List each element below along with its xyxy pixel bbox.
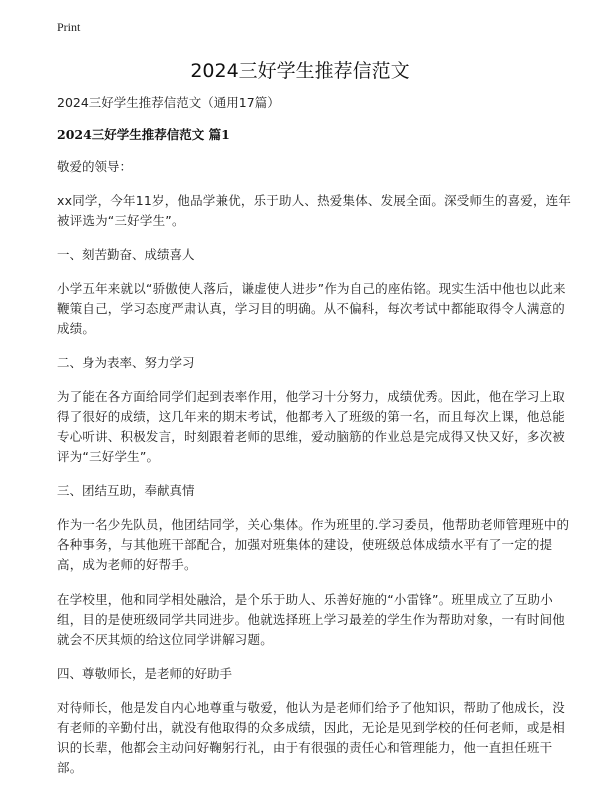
paragraph-intro: xx同学，今年11岁，他品学兼优，乐于助人、热爱集体、发展全面。深受师生的喜爱，连年被评选为“三好学生”。: [57, 193, 572, 228]
paragraph-2: 为了能在各方面给同学们起到表率作用，他学习十分努力，成绩优秀。因此，他在学习上取得了很好的成绩，这几年来的期末考试，他都考入了班级的第一名，而且每次上课，他总能专心听讲、积极发言，时刻跟着老师的思维，爱动脑筋的作业总是完成得又快又好，多次被评为“三好学生”。: [57, 389, 566, 464]
heading-3: 三、团结互助，奉献真情: [57, 483, 195, 498]
heading-4: 四、尊敬师长，是老师的好助手: [57, 666, 233, 681]
paragraph-1: 小学五年来就以“骄傲使人落后，谦虚使人进步”作为自己的座佑铭。现实生活中他也以此来鞭策自己，学习态度严肃认真，学习目的明确。从不偏科，每次考试中都能取得令人满意的成绩。: [57, 281, 566, 336]
paragraph-3a: 作为一名少先队员，他团结同学，关心集体。作为班里的.学习委员，他帮助老师管理班中的各种事务，与其他班干部配合，加强对班集体的建设，使班级总体成绩水平有了一定的提高，成为老师的好帮手。: [57, 517, 570, 572]
heading-1: 一、刻苦勤奋、成绩喜人: [57, 247, 195, 262]
greeting: 敬爱的领导：: [57, 159, 133, 174]
article-body: [57, 94, 577, 793]
heading-2: 二、身为表率、努力学习: [57, 355, 195, 370]
article-subtitle: 2024三好学生推荐信范文（通用17篇）: [57, 95, 280, 110]
section-title: 2024三好学生推荐信范文 篇1: [57, 127, 230, 142]
page-title: 2024三好学生推荐信范文: [190, 60, 410, 82]
paragraph-3b: 在学校里，他和同学相处融洽，是个乐于助人、乐善好施的“小雷锋”。班里成立了互助小组，目的是使班级同学共同进步。他就选择班上学习最差的学生作为帮助对象，一有时间他就会不厌其烦的给这位同学讲解习题。: [57, 592, 566, 647]
print-link[interactable]: Print: [57, 20, 81, 34]
paragraph-4: 对待师长，他是发自内心地尊重与敬爱，他认为是老师们给予了他知识，帮助了他成长，没有老师的辛勤付出，就没有他取得的众多成绩，因此，无论是见到学校的任何老师，或是相识的长辈，他都会主动问好鞠躬行礼，由于有很强的责任心和管理能力，他一直担任班干部。: [57, 700, 566, 775]
